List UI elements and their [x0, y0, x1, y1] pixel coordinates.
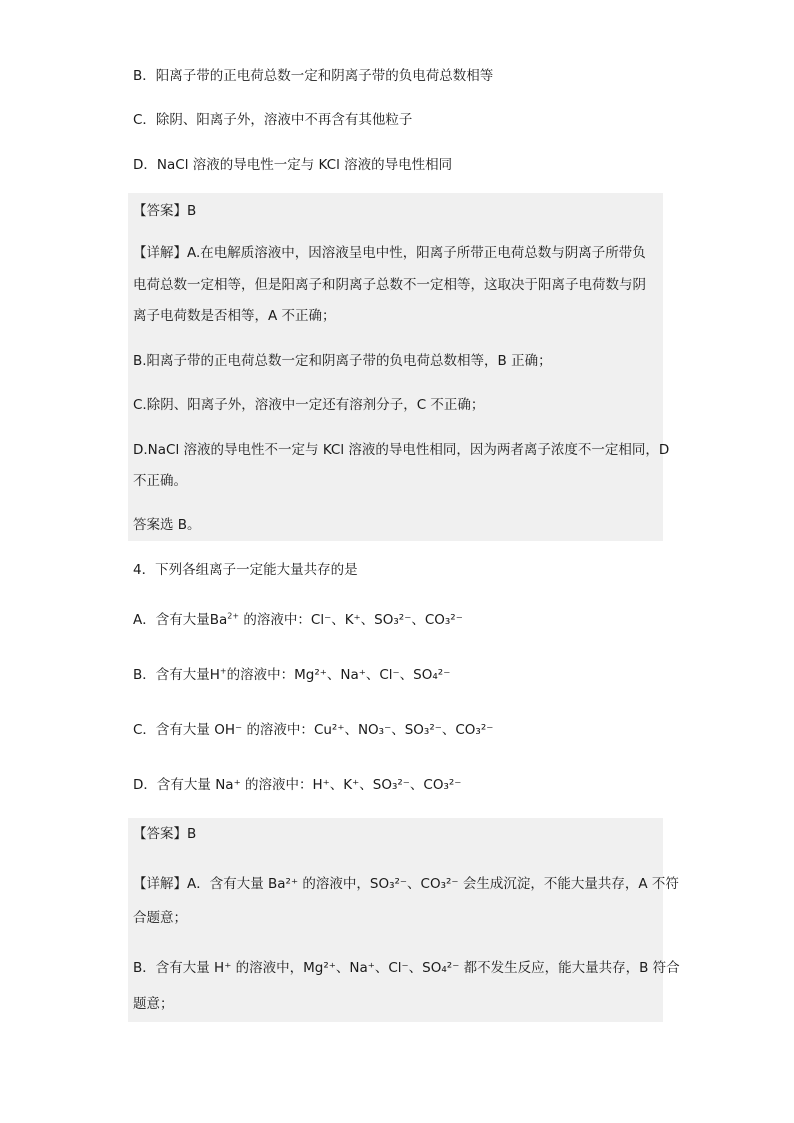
ion-list: Cl⁻、K⁺、SO₃²⁻、CO₃²⁻	[310, 612, 463, 628]
option-prefix: C．含有大量	[133, 722, 210, 738]
q4-option-d	[133, 775, 461, 795]
option-mid: 的溶液中：	[246, 722, 314, 738]
q3-conclusion: 答案选 B。	[133, 517, 201, 533]
q4-option-a	[133, 610, 463, 630]
q4-stem: 4．下列各组离子一定能大量共存的是	[133, 562, 358, 578]
q4-option-b	[133, 665, 450, 685]
detail-text: A．含有大量 Ba²⁺ 的溶液中，SO₃²⁻、CO₃²⁻ 会生成沉淀，不能大量共存，A 不符	[187, 876, 679, 892]
option-prefix: B．含有大量	[133, 667, 210, 683]
q3-detail-a-line-2: 电荷总数一定相等，但是阳离子和阴离子总数不一定相等，这取决于阳离子电荷数与阴	[133, 277, 646, 293]
q3-option-c: C．除阴、阳离子外，溶液中不再含有其他粒子	[133, 112, 413, 128]
q3-answer	[133, 201, 196, 221]
answer-label: 【答案】	[133, 203, 187, 219]
detail-text: A.在电解质溶液中，因溶液呈电中性，阳离子所带正电荷总数与阴离子所带负	[187, 245, 646, 261]
ion-list: H⁺、K⁺、SO₃²⁻、CO₃²⁻	[312, 777, 462, 793]
option-ion: Na⁺	[215, 777, 241, 793]
q4-detail-b-line-2: 题意；	[133, 996, 174, 1012]
detail-label: 【详解】	[133, 245, 187, 261]
q3-answer-box	[128, 193, 670, 541]
detail-label: 【详解】	[133, 876, 187, 892]
ion-list: Mg²⁺、Na⁺、Cl⁻、SO₄²⁻	[294, 667, 451, 683]
q4-answer-box	[128, 818, 680, 1022]
q4-detail-a-line-2: 合题意；	[133, 910, 187, 926]
q3-detail-d-line-1: D.NaCl 溶液的导电性不一定与 KCl 溶液的导电性相同，因为两者离子浓度不一定相同，D	[133, 442, 670, 458]
q4-answer	[133, 824, 196, 844]
q4-option-c	[133, 720, 493, 740]
q3-option-b: B．阳离子带的正电荷总数一定和阴离子带的负电荷总数相等	[133, 68, 494, 84]
option-ion: H	[209, 667, 220, 683]
q3-option-d: D．NaCl 溶液的导电性一定与 KCl 溶液的导电性相同	[133, 157, 453, 173]
option-mid: 的溶液中：	[226, 667, 295, 683]
answer-label: 【答案】	[133, 826, 187, 842]
option-mid: 的溶液中：	[245, 777, 313, 793]
option-prefix: A．含有大量	[133, 612, 210, 628]
option-ion: OH⁻	[214, 722, 243, 738]
q3-detail-a-line-3: 离子电荷数是否相等，A 不正确；	[133, 308, 336, 324]
ion-charge: +	[219, 666, 227, 676]
q4-detail-a-line-1	[133, 874, 679, 894]
q3-detail-d-line-2: 不正确。	[133, 473, 187, 489]
q3-detail-a-line-1	[133, 243, 646, 263]
option-ion: Ba	[209, 612, 228, 628]
option-prefix: D．含有大量	[133, 777, 211, 793]
answer-value: B	[187, 826, 197, 842]
q3-detail-c: C.除阴、阳离子外，溶液中一定还有溶剂分子，C 不正确；	[133, 397, 485, 413]
ion-charge: 2+	[227, 611, 240, 621]
ion-list: Cu²⁺、NO₃⁻、SO₃²⁻、CO₃²⁻	[313, 722, 494, 738]
q3-detail-b: B.阳离子带的正电荷总数一定和阴离子带的负电荷总数相等，B 正确；	[133, 353, 552, 369]
q4-detail-b-line-1: B．含有大量 H⁺ 的溶液中，Mg²⁺、Na⁺、Cl⁻、SO₄²⁻ 都不发生反应，能大量共存，B 符合	[133, 960, 680, 976]
answer-value: B	[187, 203, 197, 219]
option-mid: 的溶液中：	[243, 612, 311, 628]
